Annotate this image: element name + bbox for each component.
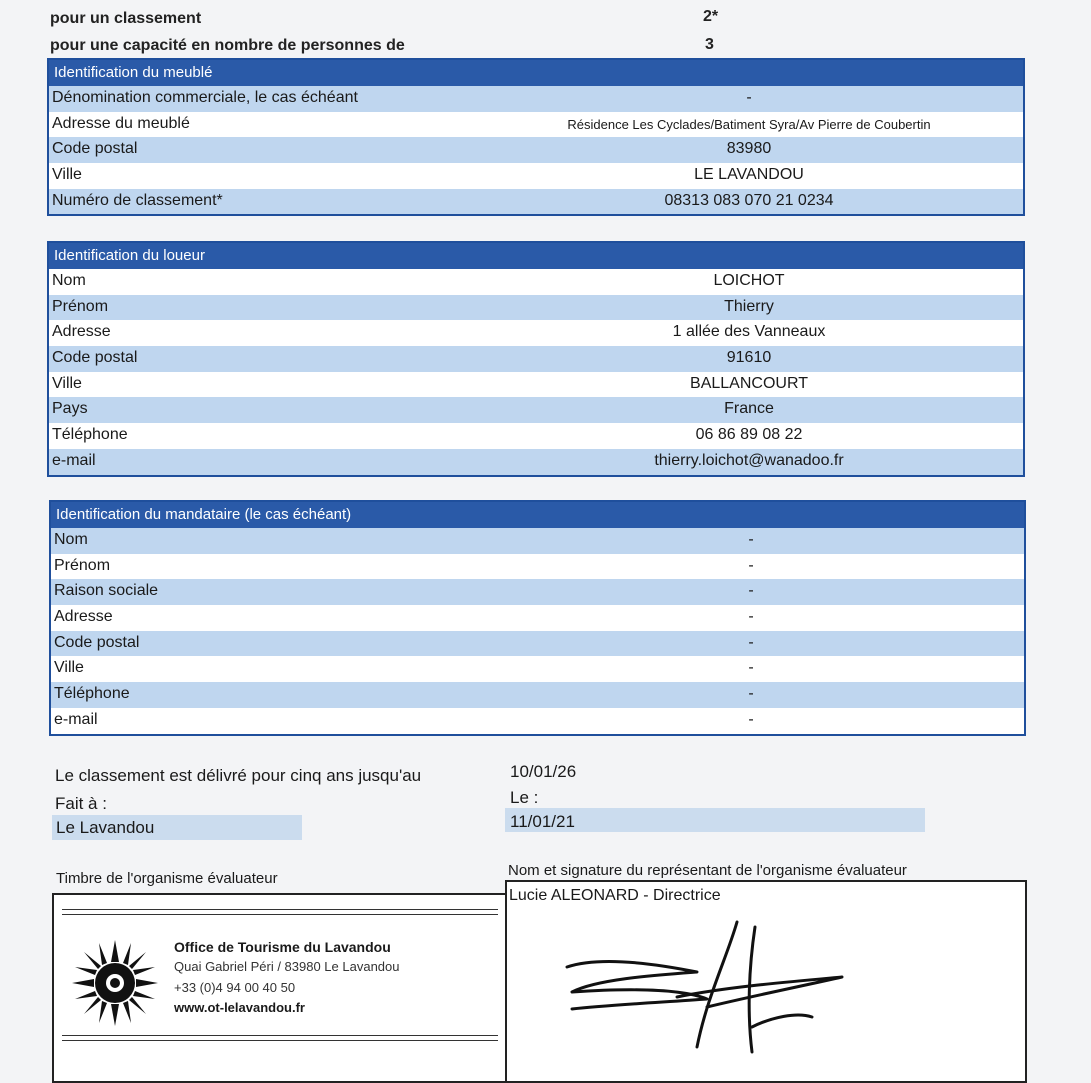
row-value: 83980 (726, 140, 772, 158)
row-label: Prénom (52, 297, 109, 315)
sun-icon (72, 940, 158, 1031)
row-value: - (748, 582, 754, 600)
stamp-website: www.ot-lelavandou.fr (174, 1000, 305, 1015)
section-mandataire (49, 500, 1026, 736)
row-value: - (748, 685, 754, 703)
row-label: Adresse (52, 323, 111, 341)
table-row (51, 528, 1024, 554)
table-row (49, 112, 1023, 138)
row-value: 91610 (726, 349, 772, 367)
signature-box (505, 880, 1027, 1083)
signature-caption: Nom et signature du représentant de l'organisme évaluateur (508, 862, 907, 879)
row-label: Ville (52, 166, 82, 184)
table-row (49, 163, 1023, 189)
row-label: Téléphone (54, 685, 130, 703)
row-value: 08313 083 070 21 0234 (664, 191, 834, 209)
row-value: - (748, 556, 754, 574)
row-value: France (724, 400, 774, 418)
table-row (49, 372, 1023, 398)
table-row (49, 449, 1023, 475)
table-row (51, 682, 1024, 708)
table-row (49, 137, 1023, 163)
row-value: Thierry (724, 297, 774, 315)
section-loueur-title: Identification du loueur (49, 243, 1023, 269)
signatory-name: Lucie ALEONARD - Directrice (509, 887, 721, 904)
row-value: BALLANCOURT (690, 374, 808, 392)
fait-label: Fait à : (55, 794, 107, 813)
row-value: LOICHOT (713, 272, 785, 289)
row-value: - (748, 633, 754, 651)
row-value: - (748, 710, 754, 728)
le-label: Le : (510, 788, 539, 807)
row-label: Ville (52, 374, 82, 392)
capacite-value: 3 (705, 36, 714, 53)
classement-label: pour un classement (50, 10, 202, 27)
row-value: thierry.loichot@wanadoo.fr (654, 451, 844, 469)
row-label: Raison sociale (54, 582, 159, 600)
row-label: Nom (52, 272, 86, 289)
section-meuble-title: Identification du meublé (49, 60, 1023, 86)
row-value: - (748, 659, 754, 677)
table-row (49, 320, 1023, 346)
row-value: LE LAVANDOU (694, 166, 804, 184)
stamp-top-rule (62, 909, 498, 915)
row-label: Code postal (52, 140, 138, 158)
row-label: Prénom (54, 556, 111, 574)
table-row (51, 656, 1024, 682)
stamp-phone: +33 (0)4 94 00 40 50 (174, 980, 296, 995)
signature-icon (557, 917, 857, 1062)
table-row (49, 295, 1023, 321)
classement-value: 2* (703, 8, 719, 25)
row-label: e-mail (52, 451, 96, 469)
table-row (51, 605, 1024, 631)
table-row (51, 554, 1024, 580)
section-loueur (47, 241, 1025, 477)
stamp-org-name: Office de Tourisme du Lavandou (174, 939, 391, 955)
row-label: Adresse du meublé (52, 114, 190, 132)
table-row (49, 269, 1023, 295)
stamp-caption: Timbre de l'organisme évaluateur (56, 870, 278, 887)
table-row (49, 86, 1023, 112)
row-label: Code postal (52, 349, 138, 367)
table-row (51, 579, 1024, 605)
row-label: Numéro de classement* (52, 191, 223, 209)
row-label: Code postal (54, 633, 140, 651)
row-value: - (748, 531, 754, 548)
table-row (49, 189, 1023, 215)
row-label: Ville (54, 659, 84, 677)
capacite-label: pour une capacité en nombre de personnes de (50, 37, 405, 54)
section-mandataire-title: Identification du mandataire (le cas échéant) (51, 502, 1024, 528)
stamp-box (52, 893, 507, 1083)
row-label: Adresse (54, 608, 113, 626)
row-label: Pays (52, 400, 88, 418)
row-value: Résidence Les Cyclades/Batiment Syra/Av Pierre de Coubertin (567, 116, 931, 132)
delivered-label: Le classement est délivré pour cinq ans jusqu'au (55, 766, 422, 785)
row-value: 1 allée des Vanneaux (672, 323, 826, 341)
section-meuble (47, 58, 1025, 216)
place-value: Le Lavandou (56, 818, 155, 837)
delivered-date: 10/01/26 (510, 762, 577, 781)
table-row (49, 397, 1023, 423)
row-value: - (746, 89, 752, 106)
row-label: Téléphone (52, 426, 128, 444)
row-value: - (748, 608, 754, 626)
stamp-bottom-rule (62, 1035, 498, 1041)
row-value: 06 86 89 08 22 (695, 426, 803, 444)
table-row (49, 423, 1023, 449)
row-label: e-mail (54, 710, 98, 728)
table-row (51, 631, 1024, 657)
row-label: Dénomination commerciale, le cas échéant (52, 89, 358, 106)
row-label: Nom (54, 531, 88, 548)
table-row (49, 346, 1023, 372)
date-value: 11/01/21 (510, 812, 575, 831)
stamp-address: Quai Gabriel Péri / 83980 Le Lavandou (174, 959, 400, 974)
table-row (51, 708, 1024, 734)
